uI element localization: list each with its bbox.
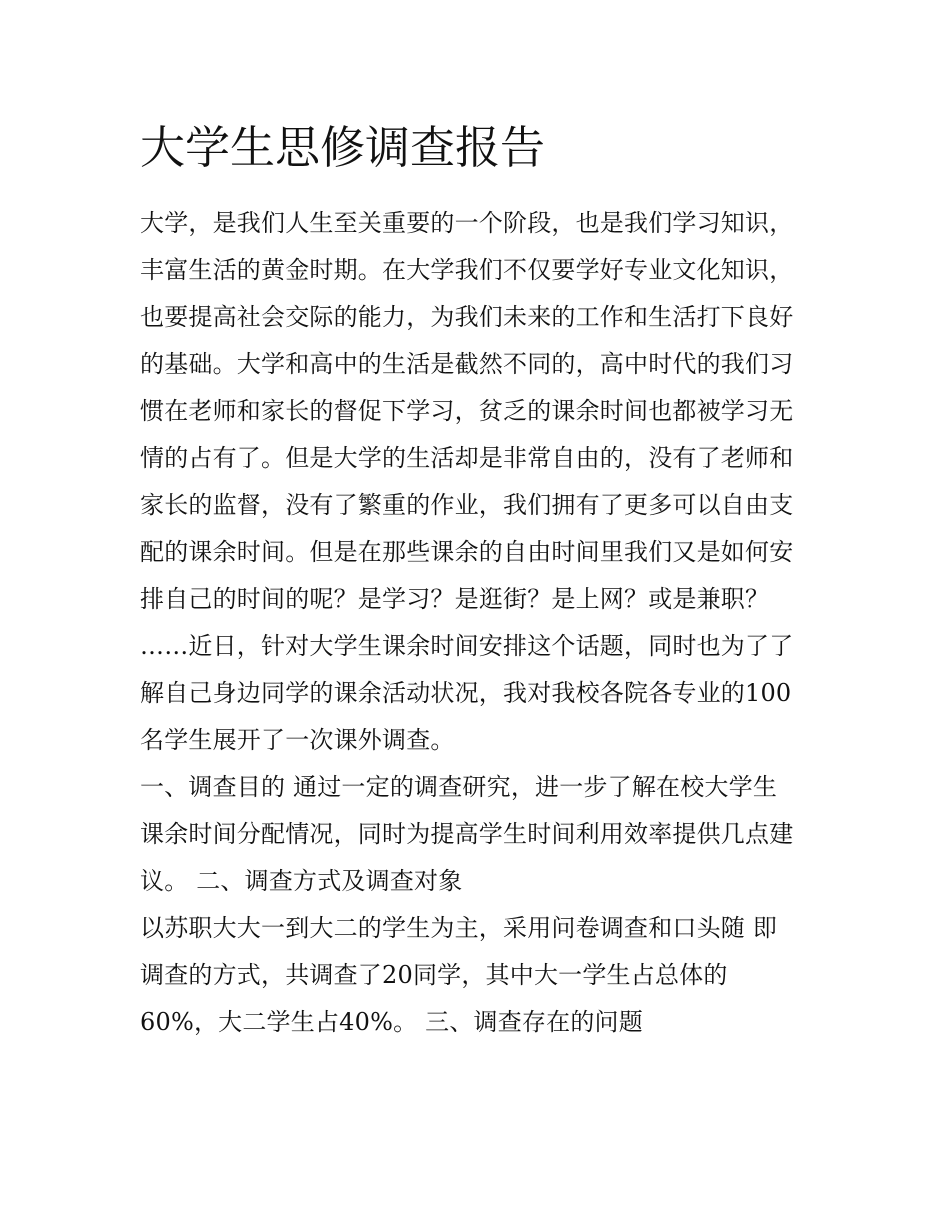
- body-line: 的基础。大学和高中的生活是截然不同的，高中时代的我们习: [140, 350, 794, 378]
- section-heading-line: 一、调查目的 通过一定的调查研究，进一步了解在校大学生: [140, 773, 778, 801]
- section-heading-line: 60%，大二学生占40%。 三、调查存在的问题: [140, 1008, 643, 1036]
- body-line: ……近日，针对大学生课余时间安排这个话题，同时也为了了: [140, 632, 794, 660]
- body-line: 也要提高社会交际的能力，为我们未来的工作和生活打下良好: [140, 303, 794, 331]
- body-line: 解自己身边同学的课余活动状况，我对我校各院各专业的100: [140, 679, 792, 707]
- body-line: 调查的方式，共调查了20同学，其中大一学生占总体的: [140, 961, 728, 989]
- body-line: 丰富生活的黄金时期。在大学我们不仅要学好专业文化知识，: [140, 256, 794, 284]
- section-heading-line: 议。 二、调查方式及调查对象: [140, 867, 463, 895]
- body-line: 排自己的时间的呢？是学习？是逛街？是上网？或是兼职？: [140, 585, 770, 613]
- body-line: 课余时间分配情况，同时为提高学生时间利用效率提供几点建: [140, 820, 794, 848]
- document-title: 大学生思修调查报告: [140, 121, 546, 174]
- body-line: 配的课余时间。但是在那些课余的自由时间里我们又是如何安: [140, 538, 794, 566]
- body-line: 大学，是我们人生至关重要的一个阶段，也是我们学习知识，: [140, 209, 794, 237]
- body-line: 家长的监督，没有了繁重的作业，我们拥有了更多可以自由支: [140, 491, 794, 519]
- body-line: 名学生展开了一次课外调查。: [140, 726, 455, 754]
- body-line: 以苏职大大一到大二的学生为主，采用问卷调查和口头随 即: [140, 914, 778, 942]
- body-line: 情的占有了。但是大学的生活却是非常自由的，没有了老师和: [140, 444, 794, 472]
- document-body: [140, 200, 820, 1046]
- body-line: 惯在老师和家长的督促下学习，贫乏的课余时间也都被学习无: [140, 397, 794, 425]
